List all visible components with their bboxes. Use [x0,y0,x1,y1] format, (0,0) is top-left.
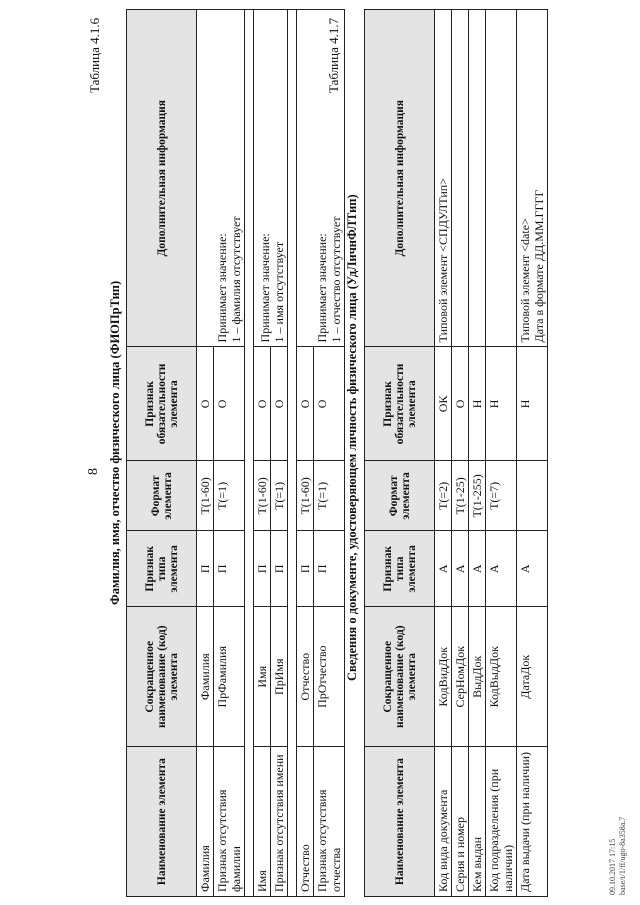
cell-type: А [452,531,469,607]
table2-header: Сокращенное наименование (код) элемента [365,607,435,747]
cell-req: О [254,347,271,461]
cell-name: Фамилия [197,747,214,897]
table-row [435,10,452,897]
table2 [364,9,548,897]
cell-req: О [452,347,469,461]
table1-caption: Таблица 4.1.6 [87,17,102,93]
cell-type: П [314,531,345,607]
cell-format: T(=2) [435,461,452,531]
cell-code: ПрОтчество [314,607,345,747]
cell-format: T(=1) [214,461,245,531]
cell-format: T(1-25) [452,461,469,531]
cell-info [517,10,548,347]
table-row [517,10,548,897]
cell-req: О [297,347,314,461]
table-row [486,10,517,897]
table-row [469,10,486,897]
table2-header: Дополнительная информация [365,10,435,347]
info-line: Типовой элемент <date> [518,218,532,343]
footer-line: base/t/1/ff/ugo-8a358a.7 [618,816,627,895]
page-number: 8 [86,468,101,475]
cell-req: ОК [435,347,452,461]
cell-name: Дата выдачи (при наличии) [517,747,548,897]
cell-code: СерНомДок [452,607,469,747]
cell-type: А [469,531,486,607]
cell-code: КодВидДок [435,607,452,747]
table-row [452,10,469,897]
cell-code: ПрИмя [271,607,288,747]
table-row [297,10,314,897]
cell-type: А [435,531,452,607]
cell-format: T(=1) [314,461,345,531]
info-line: Принимает значение: [315,233,329,343]
cell-req: Н [469,347,486,461]
cell-format: T(1-60) [254,461,271,531]
table1-header: Формат элемента [127,461,197,531]
cell-info [486,10,517,347]
cell-type: П [254,531,271,607]
table1-header: Наименование элемента [127,747,197,897]
cell-name: Код вида документа [435,747,452,897]
table1-header-row [127,10,197,897]
cell-name: Кем выдан [469,747,486,897]
cell-info: Типовой элемент <СПДУЛТип> [435,10,452,347]
table1-header: Дополнительная информация [127,10,197,347]
info-line: Принимает значение: [258,233,272,343]
cell-name: Код подразделения (при наличии) [486,747,517,897]
cell-format: T(=7) [486,461,517,531]
cell-info [197,10,245,347]
cell-format: T(1-60) [297,461,314,531]
cell-req: О [197,347,214,461]
info-line: 1 – фамилия отсутствует [229,216,243,343]
cell-req: О [314,347,345,461]
cell-name: Признак отсутствия фамилии [214,747,245,897]
table1-title: Фамилия, имя, отчество физического лица (ФИОПрТип) [108,280,122,605]
cell-code: Имя [254,607,271,747]
table2-header: Признак типа элемента [365,531,435,607]
info-line: Принимает значение: [215,233,229,343]
cell-code: ПрФамилия [214,607,245,747]
table1 [126,9,345,897]
table2-header: Формат элемента [365,461,435,531]
table-row [197,10,214,897]
table-row-spacer [288,10,297,897]
info-line: 1 – отчество отсутствует [329,216,343,343]
cell-name: Признак отсутствия отчества [314,747,345,897]
cell-code: ВыдДок [469,607,486,747]
cell-req: Н [517,347,548,461]
cell-format: T(=1) [271,461,288,531]
table2-header-row [365,10,435,897]
table-row-spacer [245,10,254,897]
table2-caption: Таблица 4.1.7 [326,17,341,93]
cell-info [452,10,469,347]
info-line: Дата в формате ДД.ММ.ГГГГ [532,189,546,343]
cell-type: П [214,531,245,607]
cell-format: T(1-60) [197,461,214,531]
cell-info [254,10,288,347]
table1-header: Признак типа элемента [127,531,197,607]
table2-header: Наименование элемента [365,747,435,897]
cell-type: П [271,531,288,607]
cell-name: Признак отсутствия имени [271,747,288,897]
cell-type: П [297,531,314,607]
cell-req: О [271,347,288,461]
table-row [254,10,271,897]
footer-line: 09.10.2017 17:15 [608,838,617,895]
cell-name: Имя [254,747,271,897]
cell-code: Отчество [297,607,314,747]
cell-code: Фамилия [197,607,214,747]
table1-header: Сокращенное наименование (код) элемента [127,607,197,747]
cell-type: П [197,531,214,607]
footer-stamp [608,817,628,895]
cell-name: Отчество [297,747,314,897]
table1-header: Признак обязательности элемента [127,347,197,461]
table2-header: Признак обязательности элемента [365,347,435,461]
cell-type: А [517,531,548,607]
cell-info [469,10,486,347]
cell-name: Серия и номер [452,747,469,897]
cell-req: О [214,347,245,461]
cell-req: Н [486,347,517,461]
cell-code: ДатаДок [517,607,548,747]
cell-code: КодВыдДок [486,607,517,747]
info-line: 1 – имя отсутствует [272,241,286,343]
cell-format: T(1-255) [469,461,486,531]
cell-type: А [486,531,517,607]
cell-format [517,461,548,531]
table2-title: Сведения о документе, удостоверяющем личность физического лица (УдЛичнФЛТип) [345,194,359,681]
